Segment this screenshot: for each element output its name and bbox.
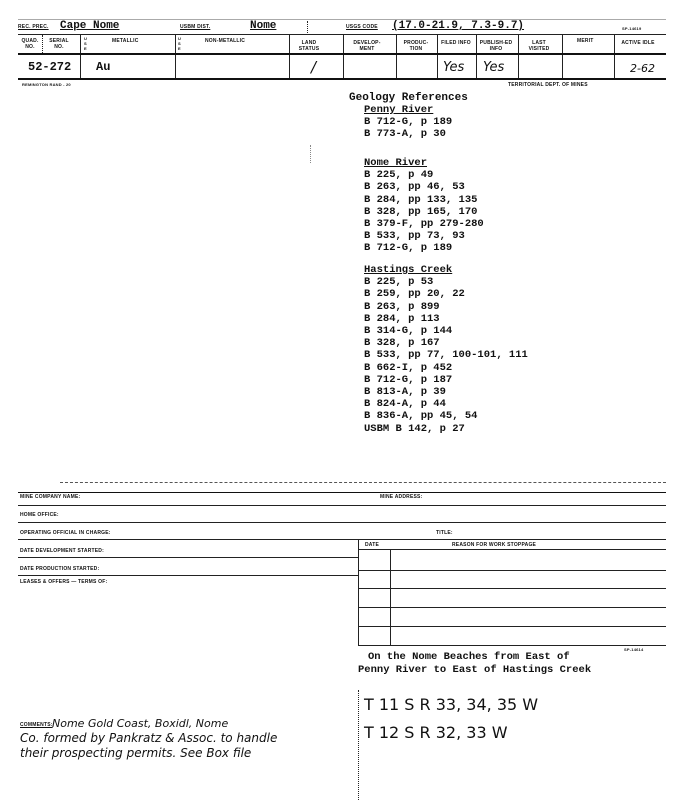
quad-serial-value: 52-272: [28, 60, 72, 74]
stoppage-table-left: [358, 539, 359, 646]
row-rule: [18, 539, 666, 540]
col-quad-no: QUAD. NO.: [21, 38, 39, 50]
col-divider: [437, 35, 438, 78]
stoppage-row-rule: [358, 645, 666, 646]
reference-item: B 712-G, p 187: [364, 373, 453, 386]
header-bottom-rule: [18, 34, 666, 35]
reference-item: B 533, pp 73, 93: [364, 230, 465, 243]
usgs-code-label: USGS CODE: [346, 24, 378, 30]
dept-mark: TERRITORIAL DEPT. OF MINES: [508, 82, 588, 88]
date-column-label: DATE: [365, 542, 380, 548]
col-metallic: METALLIC: [112, 38, 139, 44]
tear-line: [60, 482, 666, 483]
reference-item: B 533, pp 77, 100-101, 111: [364, 349, 528, 362]
row-rule: [18, 522, 666, 523]
lower-right-divider: [358, 690, 359, 800]
comments-line2: Co. formed by Pankratz & Assoc. to handle: [20, 731, 278, 745]
row-rule: [18, 557, 358, 558]
col-divider: [476, 35, 477, 78]
col-divider: [562, 35, 563, 78]
reference-item: B 379-F, pp 279-280: [364, 218, 484, 231]
col-divider: [42, 35, 43, 53]
published-info-value: Yes: [483, 60, 505, 75]
section-nome-river: [364, 157, 484, 255]
reference-item: B 824-A, p 44: [364, 398, 446, 411]
reason-column-label: REASON FOR WORK STOPPAGE: [452, 542, 537, 548]
reference-item: B 284, p 113: [364, 312, 440, 325]
header-divider: [307, 21, 308, 33]
active-idle-value: 2-62: [630, 62, 655, 75]
col-published-info: PUBLISH-ED INFO: [479, 40, 513, 52]
reference-item: B 328, p 167: [364, 337, 440, 350]
section-heading: Hastings Creek: [364, 264, 453, 276]
nonmetallic-usl-markers: U S E: [178, 36, 182, 51]
section-penny-river: [364, 104, 452, 141]
reference-item: B 259, pp 20, 22: [364, 288, 465, 301]
stoppage-row-rule: [358, 626, 666, 627]
stray-mark: [310, 145, 311, 163]
printer-mark: REMINGTON RAND - 20: [22, 82, 71, 87]
township-line1: T 11 S R 33, 34, 35 W: [364, 695, 539, 714]
title-label: TITLE:: [436, 530, 453, 536]
date-prod-started-label: DATE PRODUCTION STARTED:: [20, 566, 100, 572]
metallic-usl-markers: U S E: [84, 36, 88, 51]
reference-item: B 284, pp 133, 135: [364, 193, 478, 206]
form-number: SP-14619: [622, 26, 642, 31]
col-divider: [518, 35, 519, 78]
stoppage-header-rule: [358, 549, 666, 550]
col-divider: [396, 35, 397, 78]
col-development: DEVELOP-MENT: [353, 40, 381, 52]
col-production: PRODUC-TION: [403, 40, 429, 52]
stoppage-row-rule: [358, 607, 666, 608]
data-row-rule: [18, 78, 666, 80]
operating-official-label: OPERATING OFFICIAL IN CHARGE:: [20, 530, 111, 536]
reference-item: B 263, p 899: [364, 300, 440, 313]
row-rule: [18, 505, 666, 506]
col-land-status: LAND STATUS: [298, 40, 320, 52]
col-active-idle: ACTIVE IDLE: [621, 40, 655, 46]
lower-top-rule: [18, 492, 666, 493]
col-divider: [289, 35, 290, 78]
stoppage-date-divider: [390, 549, 391, 646]
location-note-line2: Penny River to East of Hastings Creek: [358, 664, 592, 676]
col-merit: MERIT: [577, 38, 594, 44]
metallic-value: Au: [96, 60, 111, 74]
usbm-dist-label: USBM DIST.: [180, 24, 211, 30]
reference-item: B 225, p 49: [364, 169, 434, 182]
col-divider: [343, 35, 344, 78]
comments-line3: their prospecting permits. See Box file: [20, 746, 252, 760]
col-divider: [614, 35, 615, 78]
home-office-label: HOME OFFICE:: [20, 512, 59, 518]
section-heading: Nome River: [364, 157, 428, 169]
col-filed-info: FILED INFO: [441, 40, 471, 46]
form-number-2: SP-14614: [624, 647, 644, 652]
rec-prec-value: Cape Nome: [60, 20, 120, 32]
land-status-value: /: [311, 58, 317, 76]
col-divider: [175, 35, 176, 78]
usgs-code-value: (17.0-21.9, 7.3-9.7): [392, 20, 525, 32]
reference-item: B 712-G, p 189: [364, 116, 453, 129]
reference-item: B 328, pp 165, 170: [364, 205, 478, 218]
reference-item: B 773-A, p 30: [364, 128, 446, 141]
reference-item: B 836-A, pp 45, 54: [364, 410, 478, 423]
reference-item: USBM B 142, p 27: [364, 422, 465, 435]
mine-company-name-label: MINE COMPANY NAME:: [20, 494, 81, 500]
township-line2: T 12 S R 32, 33 W: [364, 723, 508, 742]
col-last-visited: LAST VISITED: [528, 40, 550, 52]
row-rule: [18, 575, 358, 576]
reference-item: B 662-I, p 452: [364, 361, 453, 374]
reference-item: B 712-G, p 189: [364, 242, 453, 255]
col-divider: [80, 35, 81, 78]
reference-item: B 225, p 53: [364, 276, 434, 289]
col-non-metallic: NON-METALLIC: [205, 38, 246, 44]
stoppage-row-rule: [358, 570, 666, 571]
mine-address-label: MINE ADDRESS:: [380, 494, 423, 500]
reference-item: B 263, pp 46, 53: [364, 181, 465, 194]
date-dev-started-label: DATE DEVELOPMENT STARTED:: [20, 548, 104, 554]
section-hastings-creek: [364, 264, 528, 435]
col-serial-no: SERIAL NO.: [49, 38, 69, 50]
reference-item: B 314-G, p 144: [364, 325, 453, 338]
reference-item: B 813-A, p 39: [364, 386, 446, 399]
location-note-line1: On the Nome Beaches from East of: [368, 651, 570, 663]
stoppage-row-rule: [358, 588, 666, 589]
header-row-rule: [18, 53, 666, 55]
rec-prec-label: REC. PREC.: [18, 24, 49, 30]
comments-line1: Nome Gold Coast, Boxidl, Nome: [52, 717, 229, 730]
comments-label: COMMENTS:: [20, 722, 53, 728]
section-heading: Penny River: [364, 104, 434, 116]
leases-label: LEASES & OFFERS — TERMS OF:: [20, 579, 108, 585]
filed-info-value: Yes: [443, 60, 465, 75]
usbm-dist-value: Nome: [250, 20, 277, 32]
references-title: Geology References: [349, 92, 468, 104]
